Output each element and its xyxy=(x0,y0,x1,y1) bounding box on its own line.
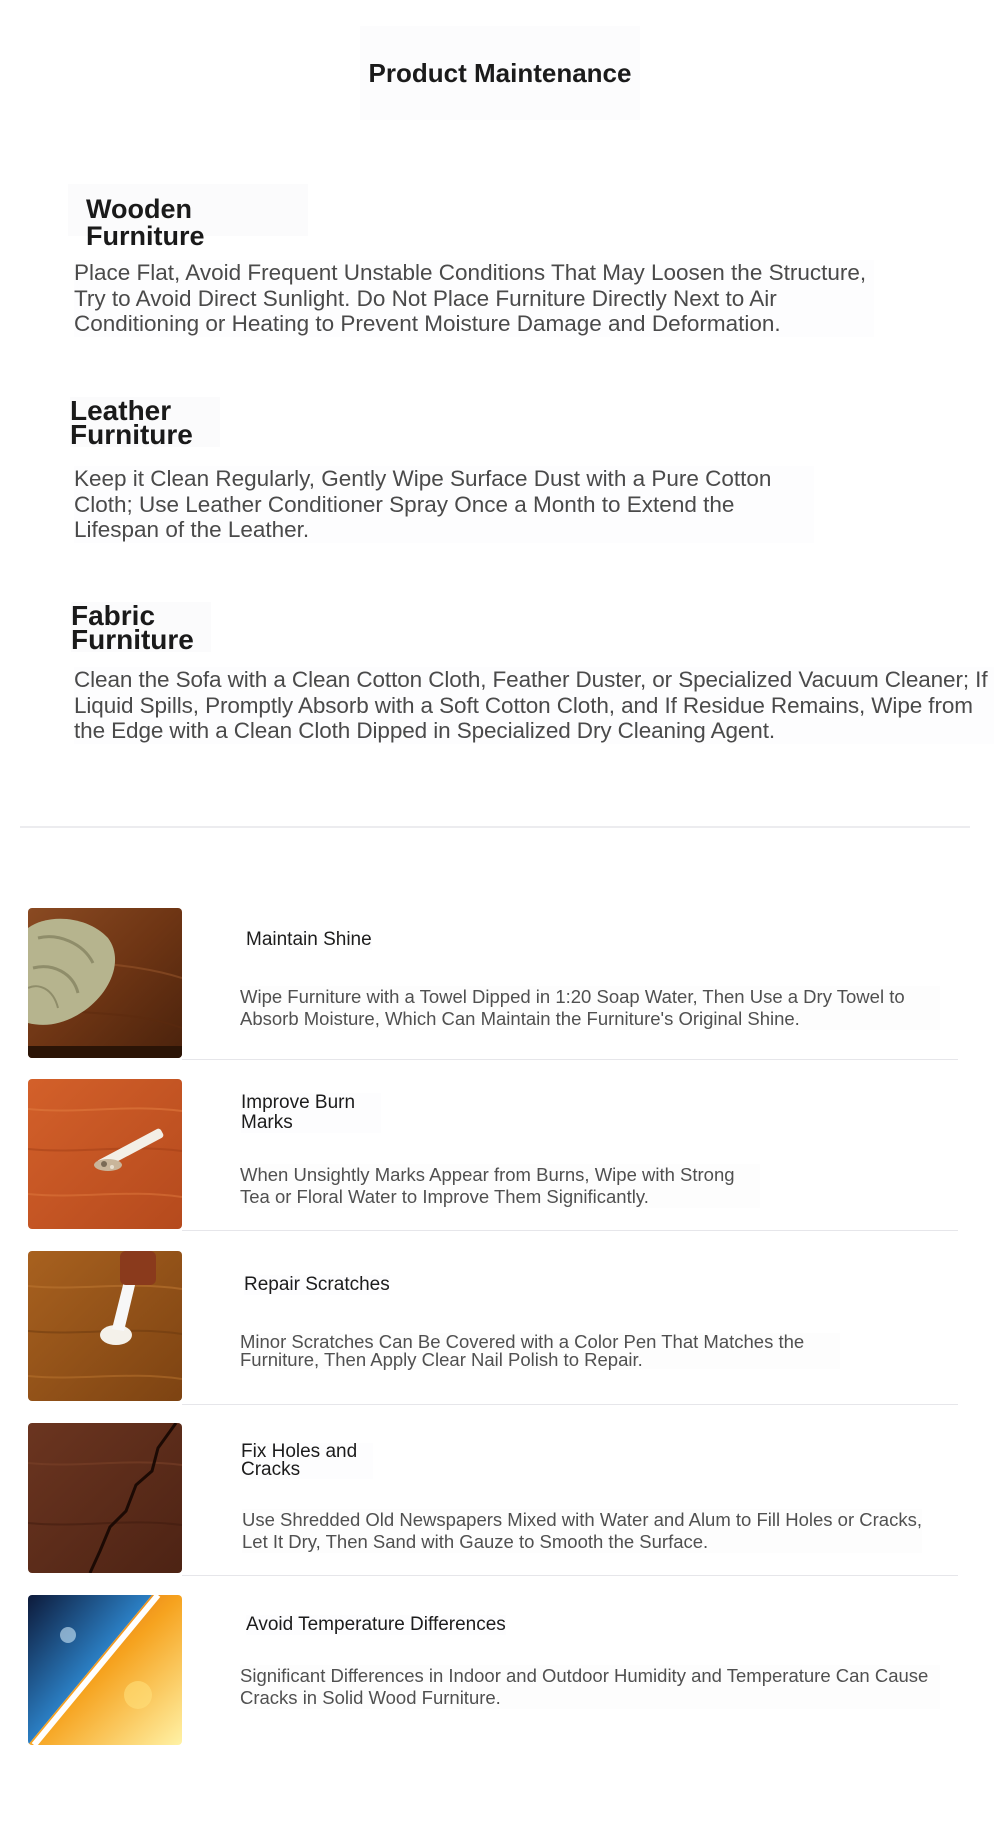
tip-divider xyxy=(182,1059,958,1060)
tip-text: Use Shredded Old Newspapers Mixed with Water and Alum to Fill Holes or Cracks, Let It Dry, Then Sand with Gauze to Smooth the Surface. xyxy=(242,1509,922,1552)
tip-heading: Improve Burn Marks xyxy=(241,1093,381,1133)
tip-heading: Maintain Shine xyxy=(246,929,372,950)
towel-wiping-wood-image xyxy=(28,908,182,1058)
tip-text: When Unsightly Marks Appear from Burns, Wipe with Strong Tea or Floral Water to Improve Them Significantly. xyxy=(240,1164,760,1208)
section-body: Keep it Clean Regularly, Gently Wipe Surface Dust with a Pure Cotton Cloth; Use Leather Conditioner Spray Once a Month to Extend the Lifespan of the Leather. xyxy=(74,466,814,543)
section-heading: Leather Furniture xyxy=(70,397,220,447)
tip-repair-scratches xyxy=(0,1241,1000,1411)
tip-divider xyxy=(182,1404,958,1405)
tip-heading: Fix Holes and Cracks xyxy=(241,1443,373,1479)
tip-divider xyxy=(182,1230,958,1231)
glue-bottle-on-wood-image xyxy=(28,1251,182,1401)
tip-avoid-temperature-differences xyxy=(0,1585,1000,1755)
ice-and-fire-image xyxy=(28,1595,182,1745)
page-title: Product Maintenance xyxy=(360,26,640,120)
tip-text: Significant Differences in Indoor and Outdoor Humidity and Temperature Can Cause Cracks in Solid Wood Furniture. xyxy=(240,1665,940,1709)
tip-maintain-shine xyxy=(0,898,1000,1068)
section-heading: Fabric Furniture xyxy=(71,602,211,652)
tip-heading: Repair Scratches xyxy=(244,1274,390,1295)
tip-heading: Avoid Temperature Differences xyxy=(246,1614,506,1635)
tip-fix-holes-and-cracks xyxy=(0,1413,1000,1583)
section-heading: Wooden Furniture xyxy=(68,184,308,236)
tip-divider xyxy=(182,1575,958,1576)
cigarette-on-wood-image xyxy=(28,1079,182,1229)
section-body: Place Flat, Avoid Frequent Unstable Conditions That May Loosen the Structure, Try to Avoid Direct Sunlight. Do Not Place Furniture Directly Next to Air Conditioning or Heating to Prevent Moisture Damage and Deformation. xyxy=(74,260,874,337)
section-divider xyxy=(20,826,970,828)
tip-improve-burn-marks xyxy=(0,1069,1000,1239)
tip-text: Wipe Furniture with a Towel Dipped in 1:20 Soap Water, Then Use a Dry Towel to Absorb Moisture, Which Can Maintain the Furniture's Original Shine. xyxy=(240,986,940,1030)
cracked-wood-image xyxy=(28,1423,182,1573)
section-body: Clean the Sofa with a Clean Cotton Cloth, Feather Duster, or Specialized Vacuum Cleaner; If Liquid Spills, Promptly Absorb with a Soft Cotton Cloth, and If Residue Remains, Wipe from the Edge with a Clean Cloth Dipped in Specialized Dry Cleaning Agent. xyxy=(74,667,994,744)
tip-text: Minor Scratches Can Be Covered with a Color Pen That Matches the Furniture, Then Apply Clear Nail Polish to Repair. xyxy=(240,1333,840,1369)
